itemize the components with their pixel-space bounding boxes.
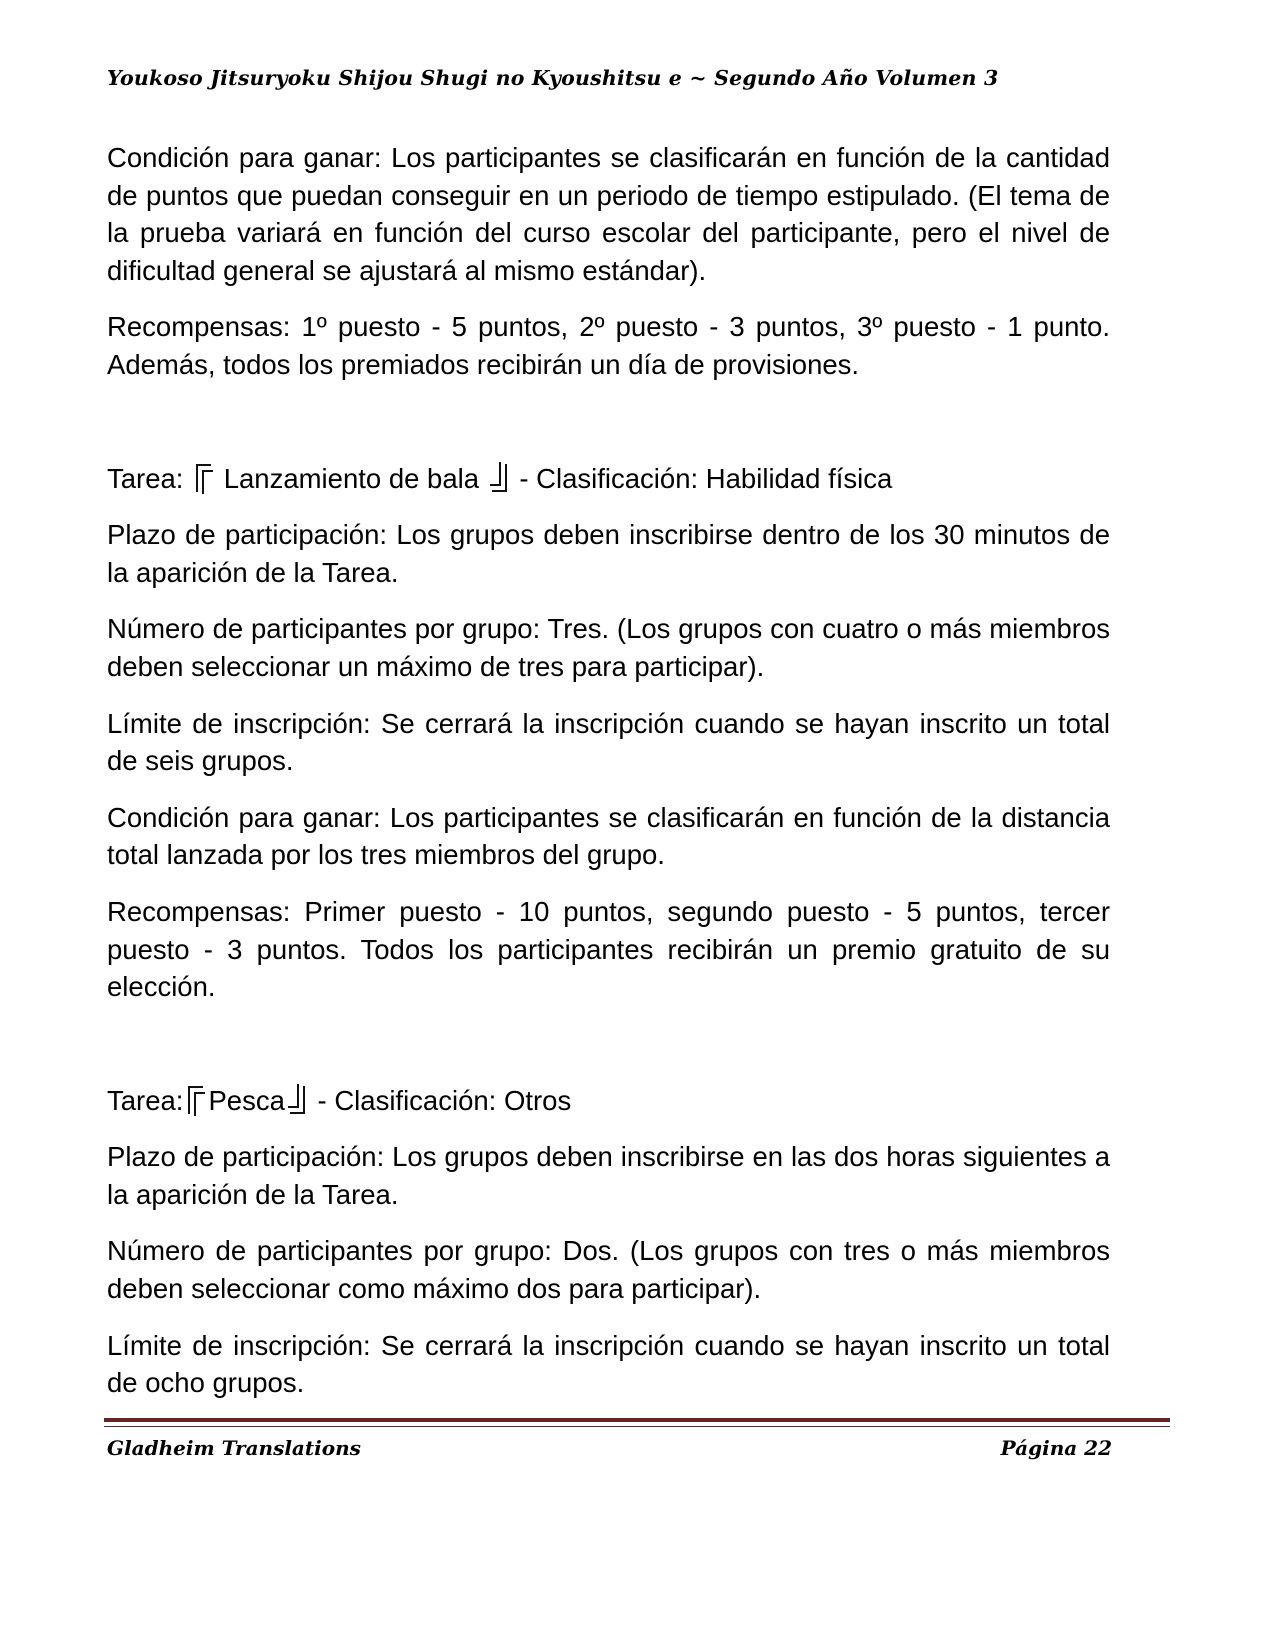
section-gap <box>107 1025 1110 1082</box>
paragraph-entry-deadline-fishing: Plazo de participación: Los grupos deben inscribirse en las dos horas siguientes a la aparición de la Tarea. <box>107 1141 1110 1210</box>
paragraph-entry-deadline-shot-put: Plazo de participación: Los grupos deben inscribirse dentro de los 30 minutos de la aparición de la Tarea. <box>107 519 1110 588</box>
page-header-title: Youkoso Jitsuryoku Shijou Shugi no Kyoushitsu e ~ Segundo Año Volumen 3 <box>107 66 999 90</box>
paragraph-participants-shot-put: Número de participantes por grupo: Tres. (Los grupos con cuatro o más miembros deben seleccionar un máximo de tres para participar). <box>107 613 1110 682</box>
paragraph-registration-limit-shot-put: Límite de inscripción: Se cerrará la inscripción cuando se hayan inscrito un total de seis grupos. <box>107 707 1110 777</box>
white-corner-bracket-open-icon <box>196 464 211 492</box>
paragraph-rewards-written-test: Recompensas: 1º puesto - 5 puntos, 2º puesto - 3 puntos, 3º puesto - 1 punto. Además, todos los premiados recibirán un día de provisiones. <box>107 311 1110 380</box>
paragraph-win-condition-written-test: Condición para ganar: Los participantes se clasificarán en función de la cantidad de puntos que puedan conseguir en un periodo de tiempo estipulado. (El tema de la prueba variará en función del curso escolar del participante, pero el nivel de dificultad general se ajustará al mismo estándar). <box>107 142 1110 286</box>
paragraph-participants-fishing: Número de participantes por grupo: Dos. (Los grupos con tres o más miembros deben seleccionar como máximo dos para participar). <box>107 1235 1110 1305</box>
section-gap <box>107 403 1110 460</box>
white-corner-bracket-close-icon <box>290 1086 305 1114</box>
footer-text-row <box>104 1427 1170 1460</box>
white-corner-bracket-close-icon <box>492 464 507 492</box>
footer-rule <box>104 1418 1170 1427</box>
footer-page-number: Página 22 <box>1000 1436 1112 1460</box>
white-corner-bracket-open-icon <box>188 1086 203 1114</box>
paragraph-task-title-shot-put: Tarea: Lanzamiento de bala - Clasificación: Habilidad física <box>107 462 893 494</box>
page-footer <box>104 1418 1170 1460</box>
paragraph-rewards-shot-put: Recompensas: Primer puesto - 10 puntos, segundo puesto - 5 puntos, tercer puesto - 3 puntos. Todos los participantes recibirán un premio gratuito de su elección. <box>107 895 1110 1003</box>
footer-translator-credit: Gladheim Translations <box>107 1436 361 1460</box>
paragraph-registration-limit-fishing: Límite de inscripción: Se cerrará la inscripción cuando se hayan inscrito un total de ocho grupos. <box>107 1329 1110 1399</box>
document-body <box>107 139 1110 1421</box>
paragraph-task-title-fishing: Tarea: Pesca - Clasificación: Otros <box>107 1084 572 1116</box>
paragraph-win-condition-shot-put: Condición para ganar: Los participantes se clasificarán en función de la distancia total lanzada por los tres miembros del grupo. <box>107 801 1110 871</box>
